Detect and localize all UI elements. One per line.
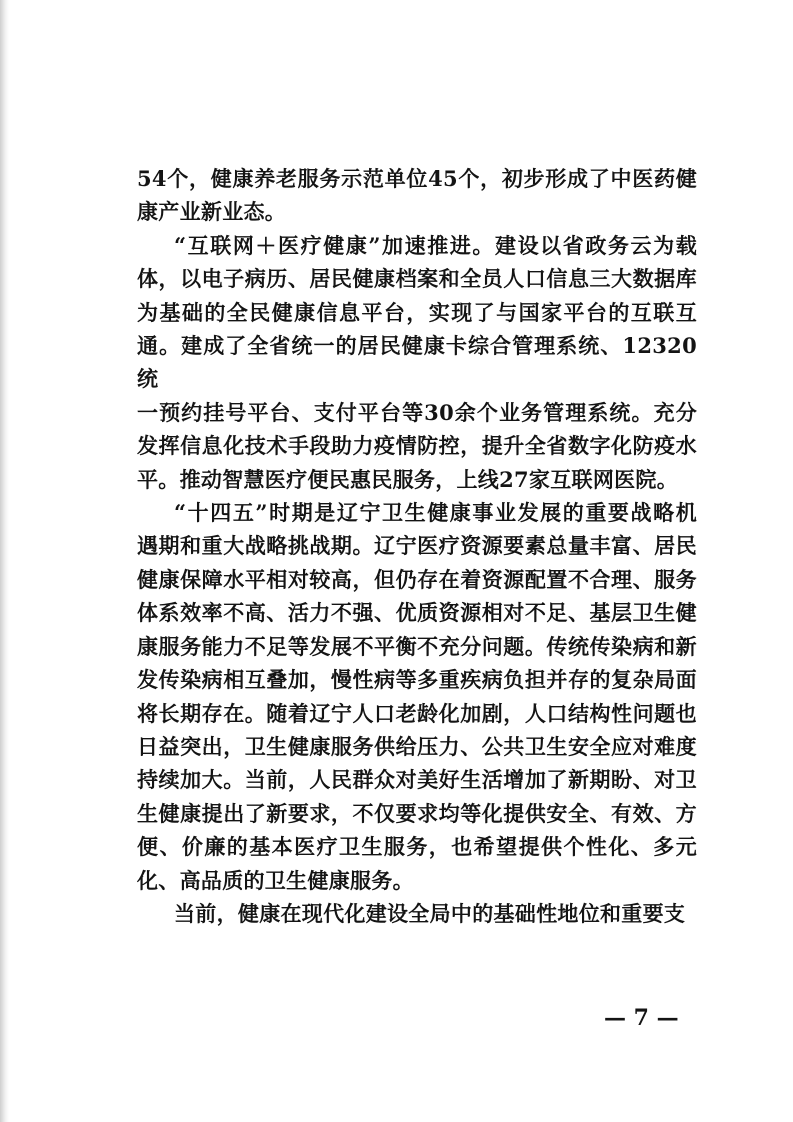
text-line: 生健康提出了新要求，不仅要求均等化提供安全、有效、方 xyxy=(137,800,697,826)
text-line: “互联网＋医疗健康”加速推进。建设以省政务云为载 xyxy=(174,232,697,258)
text-line: 康服务能力不足等发展不平衡不充分问题。传统传染病和新 xyxy=(137,633,697,659)
document-body xyxy=(137,162,697,930)
paragraph xyxy=(137,897,697,930)
page-number: — 7 — xyxy=(604,1005,679,1031)
text-line: 当前，健康在现代化建设全局中的基础性地位和重要支 xyxy=(174,900,686,926)
text-line: 日益突出，卫生健康服务供给压力、公共卫生安全应对难度 xyxy=(137,733,697,759)
text-line: 体系效率不高、活力不强、优质资源相对不足、基层卫生健 xyxy=(137,600,697,626)
text-line: 54个，健康养老服务示范单位45个，初步形成了中医药健 xyxy=(137,166,697,191)
scan-edge-shadow xyxy=(0,0,9,1122)
paragraph xyxy=(137,162,697,229)
text-line: “十四五”时期是辽宁卫生健康事业发展的重要战略机 xyxy=(174,500,697,526)
text-line: 发传染病相互叠加，慢性病等多重疾病负担并存的复杂局面 xyxy=(137,667,697,693)
text-line: 健康保障水平相对较高，但仍存在着资源配置不合理、服务 xyxy=(137,566,697,592)
text-line: 平。推动智慧医疗便民惠民服务，上线27家互联网医院。 xyxy=(137,466,679,492)
text-line: 康产业新业态。 xyxy=(137,199,287,225)
text-line: 便、价廉的基本医疗卫生服务，也希望提供个性化、多元 xyxy=(137,834,697,860)
text-line: 化、高品质的卫生健康服务。 xyxy=(137,867,414,893)
text-line: 遇期和重大战略挑战期。辽宁医疗资源要素总量丰富、居民 xyxy=(137,533,697,559)
text-line: 发挥信息化技术手段助力疫情防控，提升全省数字化防疫水 xyxy=(137,433,697,459)
text-line: 体，以电子病历、居民健康档案和全员人口信息三大数据库 xyxy=(137,266,697,292)
text-line: 通。建成了全省统一的居民健康卡综合管理系统、12320统 xyxy=(137,333,697,392)
text-line: 将长期存在。随着辽宁人口老龄化加剧，人口结构性问题也 xyxy=(137,700,697,726)
text-line: 为基础的全民健康信息平台，实现了与国家平台的互联互 xyxy=(137,299,697,325)
paragraph xyxy=(137,496,697,897)
text-line: 一预约挂号平台、支付平台等30余个业务管理系统。充分 xyxy=(137,399,697,425)
text-line: 持续加大。当前，人民群众对美好生活增加了新期盼、对卫 xyxy=(137,767,697,793)
paragraph xyxy=(137,229,697,496)
